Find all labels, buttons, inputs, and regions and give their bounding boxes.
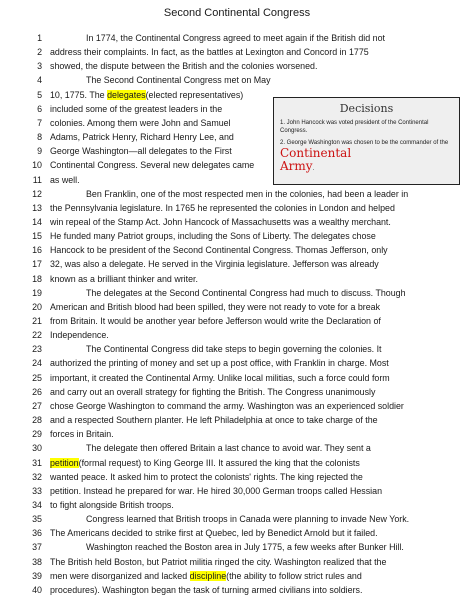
line-text: wanted peace. It asked him to protect the colonists' rights. The king rejected the bbox=[50, 471, 363, 482]
line-number: 19 bbox=[32, 287, 42, 298]
text-line bbox=[22, 570, 462, 583]
line-text: The delegates at the Second Continental Congress had much to discuss. Though bbox=[86, 287, 406, 298]
decision-item-2-highlight-2: Army bbox=[280, 159, 313, 173]
line-number: 6 bbox=[37, 103, 42, 114]
page-title: Second Continental Congress bbox=[163, 7, 311, 19]
line-text: showed, the dispute between the British and the colonies worsened. bbox=[50, 61, 318, 72]
line-number: 9 bbox=[37, 146, 42, 157]
line-number: 5 bbox=[37, 89, 42, 100]
line-text: Washington reached the Boston area in July 1775, a few weeks after Bunker Hill. bbox=[86, 542, 404, 553]
line-text: In 1774, the Continental Congress agreed to meet again if the British did not bbox=[86, 33, 385, 43]
line-number: 36 bbox=[32, 528, 42, 539]
text-line bbox=[22, 273, 462, 286]
line-text: Congress learned that British troops in Canada were planning to invade New York. bbox=[86, 514, 410, 525]
line-number: 31 bbox=[32, 457, 42, 468]
line-number: 20 bbox=[32, 301, 42, 312]
line-number: 35 bbox=[32, 514, 42, 525]
text-line bbox=[22, 202, 462, 215]
line-number: 32 bbox=[32, 471, 42, 482]
line-number: 4 bbox=[37, 75, 42, 86]
line-text: included some of the greatest leaders in the bbox=[50, 103, 223, 114]
line-number: 24 bbox=[32, 358, 42, 369]
text-line bbox=[22, 556, 462, 569]
line-text-before: 10, 1775. The bbox=[50, 89, 108, 100]
line-number: 21 bbox=[32, 316, 42, 326]
line-text: The Americans decided to strike first at Quebec, led by Benedict Arnold but it failed. bbox=[50, 528, 378, 539]
line-text: The Second Continental Congress met on May bbox=[86, 75, 271, 86]
decision-item-2-text: 2. George Washington was chosen to be the commander of the bbox=[280, 140, 449, 146]
text-line bbox=[22, 428, 462, 441]
line-number: 28 bbox=[32, 415, 42, 426]
text-line bbox=[22, 258, 462, 271]
text-line bbox=[22, 386, 462, 399]
line-text: chose George Washington to command the army. Washington was an experienced soldier bbox=[50, 400, 404, 411]
line-number: 14 bbox=[32, 216, 42, 227]
line-text: and carry out an overall strategy for fighting the British. The Congress unanimously bbox=[50, 386, 376, 397]
highlighted-term: delegates bbox=[107, 89, 146, 100]
line-text: The British held Boston, but Patriot militia ringed the city. Washington realized that the bbox=[50, 556, 387, 567]
line-text: George Washington—all delegates to the First bbox=[50, 146, 232, 157]
decisions-box bbox=[273, 97, 460, 185]
text-line bbox=[22, 372, 462, 385]
line-text: important, it created the Continental Army. Unlike local militias, such a force could form bbox=[50, 372, 390, 383]
text-line bbox=[22, 343, 462, 356]
line-number: 29 bbox=[32, 429, 42, 440]
line-text: Ben Franklin, one of the most respected men in the colonies, had been a leader in bbox=[86, 188, 409, 199]
text-line bbox=[22, 471, 462, 484]
line-number: 22 bbox=[32, 330, 42, 341]
text-line bbox=[22, 457, 462, 470]
line-text: He funded many Patriot groups, including the Sons of Liberty. The delegates chose bbox=[50, 231, 376, 242]
line-text: to fight alongside British troops. bbox=[50, 499, 174, 510]
line-text: The delegate then offered Britain a last chance to avoid war. They sent a bbox=[86, 443, 371, 454]
line-text-after: (elected representatives) bbox=[145, 89, 244, 100]
line-text bbox=[50, 571, 362, 581]
line-text-before: men were disorganized and lacked bbox=[50, 570, 190, 581]
text-line bbox=[22, 584, 462, 597]
line-number: 26 bbox=[32, 386, 42, 397]
text-line bbox=[22, 244, 462, 257]
line-number: 40 bbox=[32, 584, 42, 595]
highlighted-term: petition bbox=[50, 457, 79, 468]
line-text: as well. bbox=[50, 174, 80, 185]
text-line bbox=[22, 357, 462, 370]
decision-item-1: 1. John Hancock was voted president of the Continental Congress. bbox=[280, 120, 429, 134]
line-number: 23 bbox=[32, 344, 42, 355]
line-text: forces in Britain. bbox=[50, 429, 114, 440]
line-text: Independence. bbox=[50, 330, 109, 341]
text-line bbox=[22, 301, 462, 314]
line-number: 15 bbox=[32, 231, 42, 242]
line-text: win repeal of the Stamp Act. John Hancock of Massachusetts was a wealthy merchant. bbox=[50, 216, 391, 227]
line-number: 10 bbox=[32, 160, 42, 171]
text-line bbox=[22, 527, 462, 540]
line-text: the Pennsylvania legislature. In 1765 he represented the colonies in London and helped bbox=[50, 202, 395, 213]
text-line bbox=[22, 216, 462, 229]
text-line bbox=[22, 32, 462, 45]
text-line bbox=[22, 541, 462, 554]
line-text: American and British blood had been spilled, they were not ready to vote for a break bbox=[50, 301, 381, 312]
text-line bbox=[22, 513, 462, 526]
highlighted-term: discipline bbox=[189, 570, 227, 581]
line-text: from Britain. It would be another year before Jefferson would write the Declaration of bbox=[50, 316, 381, 326]
decisions-title: Decisions bbox=[339, 102, 394, 115]
line-number: 11 bbox=[32, 174, 42, 185]
line-text bbox=[50, 458, 360, 468]
text-line bbox=[22, 485, 462, 498]
line-number: 2 bbox=[37, 47, 42, 58]
decision-item-2 bbox=[280, 139, 453, 173]
line-text: procedures). Washington began the task of turning armed civilians into soldiers. bbox=[50, 584, 363, 595]
line-number: 27 bbox=[32, 400, 42, 411]
line-number: 34 bbox=[32, 499, 42, 510]
line-text: Hancock to be president of the Second Continental Congress. Thomas Jefferson, only bbox=[50, 245, 388, 256]
line-number: 25 bbox=[32, 372, 42, 383]
line-text: and a respected Southern planter. He left Philadelphia at once to take charge of the bbox=[50, 415, 378, 426]
text-line bbox=[22, 46, 462, 59]
line-text: Adams, Patrick Henry, Richard Henry Lee, and bbox=[50, 132, 234, 143]
text-line bbox=[22, 60, 462, 73]
line-text-after: (the ability to follow strict rules and bbox=[226, 570, 362, 581]
text-line bbox=[22, 499, 462, 512]
line-number: 38 bbox=[32, 556, 42, 567]
text-line bbox=[22, 287, 462, 300]
line-text-after: (formal request) to King George III. It assured the king that the colonists bbox=[78, 457, 360, 468]
line-text: colonies. Among them were John and Samuel bbox=[50, 117, 231, 128]
line-number: 30 bbox=[32, 443, 42, 454]
line-text: 32, was also a delegate. He served in the Virginia legislature. Jefferson was already bbox=[50, 259, 379, 270]
text-line bbox=[22, 230, 462, 243]
line-number: 16 bbox=[32, 245, 42, 256]
line-text: known as a brilliant thinker and writer. bbox=[50, 273, 198, 284]
line-number: 17 bbox=[32, 259, 42, 270]
line-number: 33 bbox=[32, 485, 42, 496]
line-text: The Continental Congress did take steps to begin governing the colonies. It bbox=[86, 344, 382, 355]
decision-item-2-end: . bbox=[312, 166, 315, 172]
line-text: petition. Instead he prepared for war. He hired 30,000 German troops called Hessian bbox=[50, 485, 383, 496]
line-number: 39 bbox=[32, 570, 42, 581]
line-number: 13 bbox=[32, 202, 42, 213]
line-number: 7 bbox=[37, 117, 42, 128]
text-line bbox=[22, 442, 462, 455]
text-line bbox=[22, 315, 462, 328]
line-number: 12 bbox=[32, 188, 42, 199]
text-line bbox=[22, 329, 462, 342]
line-number: 37 bbox=[32, 542, 42, 553]
decision-item-2-highlight-1: Continental bbox=[280, 146, 352, 160]
line-text bbox=[50, 90, 243, 100]
line-text: address their complaints. In fact, as the battles at Lexington and Concord in 1775 bbox=[50, 47, 369, 58]
text-line bbox=[22, 414, 462, 427]
text-line bbox=[22, 74, 462, 87]
text-line bbox=[22, 400, 462, 413]
line-number: 1 bbox=[37, 33, 42, 43]
line-text: authorized the printing of money and set up a post office, with Franklin in charge. Most bbox=[50, 358, 389, 369]
text-line bbox=[22, 188, 462, 201]
line-number: 18 bbox=[32, 273, 42, 284]
line-number: 3 bbox=[37, 61, 42, 72]
line-number: 8 bbox=[37, 132, 42, 143]
line-text: Continental Congress. Several new delegates came bbox=[50, 160, 255, 171]
